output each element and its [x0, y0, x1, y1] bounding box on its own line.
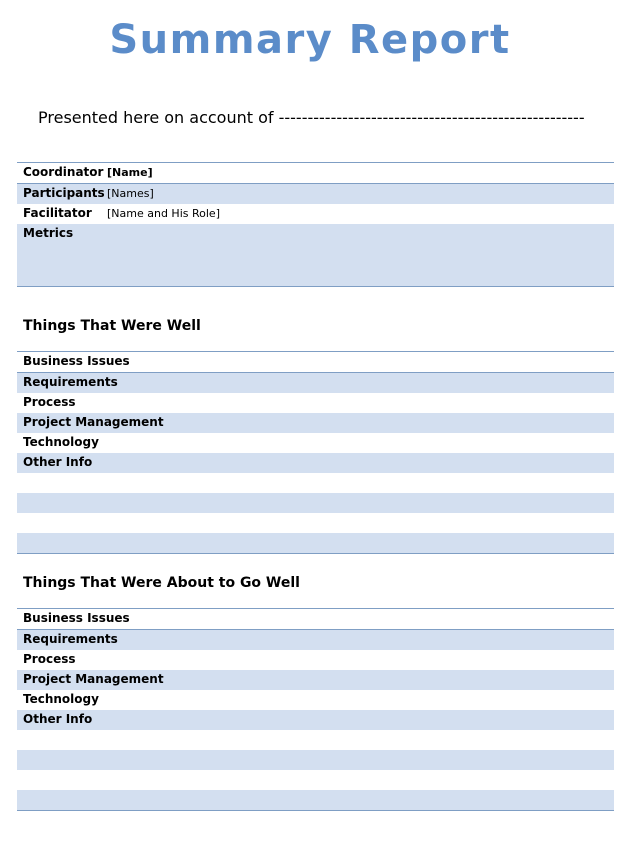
section-heading-about-to-go-well: Things That Were About to Go Well — [23, 575, 300, 591]
empty-row — [17, 473, 614, 493]
item-label: Other Info — [23, 712, 93, 726]
list-item — [17, 650, 614, 670]
item-label: Technology — [23, 692, 99, 706]
item-label: Other Info — [23, 455, 93, 469]
meta-row-participants — [17, 184, 614, 204]
item-label: Technology — [23, 435, 99, 449]
table-rule — [17, 810, 614, 811]
item-label: Business Issues — [23, 611, 130, 625]
meta-row-coordinator — [17, 163, 614, 183]
list-item — [17, 433, 614, 453]
list-item — [17, 453, 614, 473]
row-label: Participants — [23, 186, 105, 200]
empty-row — [17, 533, 614, 553]
row-label: Metrics — [23, 226, 74, 240]
list-item — [17, 413, 614, 433]
item-label: Process — [23, 395, 76, 409]
empty-row — [17, 770, 614, 790]
list-item — [17, 690, 614, 710]
report-subtitle: Presented here on account of ----------------------------------------------------- — [38, 108, 585, 127]
list-item — [17, 630, 614, 650]
meta-row-facilitator — [17, 204, 614, 224]
page-title: Summary Report — [109, 17, 511, 63]
item-label: Project Management — [23, 672, 164, 686]
item-label: Requirements — [23, 375, 118, 389]
item-label: Requirements — [23, 632, 118, 646]
empty-row — [17, 750, 614, 770]
empty-row — [17, 790, 614, 810]
section-about-to-go-well-table — [17, 608, 614, 811]
item-label: Process — [23, 652, 76, 666]
meta-table — [17, 162, 614, 287]
row-label: Facilitator — [23, 206, 92, 220]
section-well-table — [17, 351, 614, 554]
empty-row — [17, 493, 614, 513]
section-heading-well: Things That Were Well — [23, 318, 201, 334]
list-item — [17, 670, 614, 690]
row-value: [Names] — [107, 187, 154, 200]
table-rule — [17, 553, 614, 554]
table-rule — [17, 286, 614, 287]
list-item — [17, 609, 614, 629]
row-label: Coordinator — [23, 165, 104, 179]
meta-row-metrics — [17, 224, 614, 286]
list-item — [17, 710, 614, 730]
item-label: Project Management — [23, 415, 164, 429]
list-item — [17, 352, 614, 372]
list-item — [17, 393, 614, 413]
row-value: [Name and His Role] — [107, 207, 220, 220]
empty-row — [17, 513, 614, 533]
list-item — [17, 373, 614, 393]
empty-row — [17, 730, 614, 750]
row-value: [Name] — [107, 166, 153, 179]
item-label: Business Issues — [23, 354, 130, 368]
